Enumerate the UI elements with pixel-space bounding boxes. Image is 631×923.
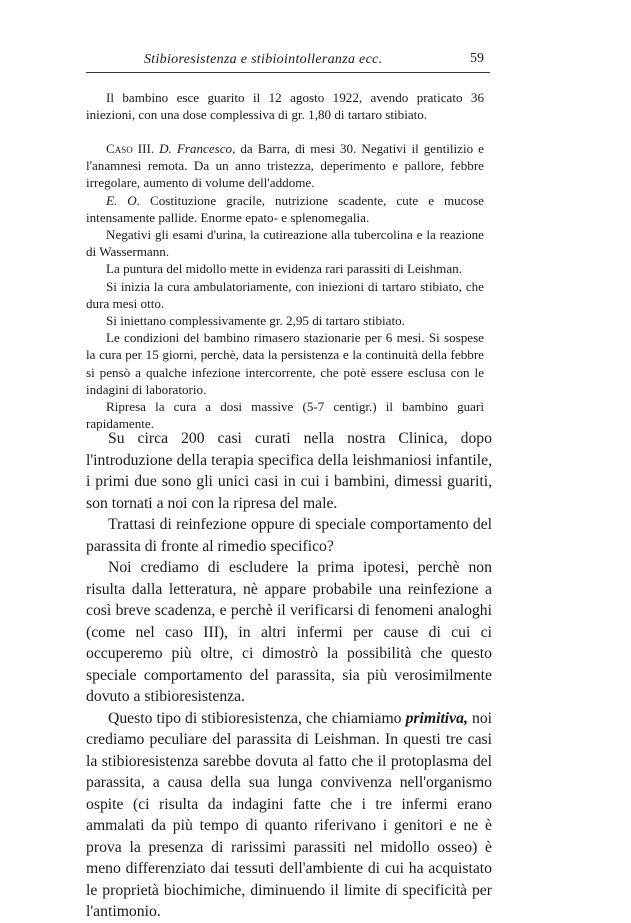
case-three-intro xyxy=(86,140,484,192)
emphasis-primitiva: primitiva, xyxy=(405,709,468,727)
case-intro-text: da Barra, di mesi 30. Negativi il gentilizio e l'anamnesi remota. Da un anno tristezza, deperimento e pallore, febbre irregolare, aumento di volume dell'addome. xyxy=(86,141,484,191)
paragraph: Su circa 200 casi curati nella nostra Clinica, dopo l'introduzione della terapia specifica della leishmaniosi infantile, i primi due sono gli unici casi in cui i bambini, dimessi guariti, son tornati a noi con la ripresa del male. xyxy=(86,430,492,512)
paragraph: La puntura del midollo mette in evidenza rari parassiti di Leishman. xyxy=(106,261,462,277)
eo-text: Costituzione gracile, nutrizione scadente, cute e mucose intensamente pallide. Enorme epato- e splenomegalia. xyxy=(86,192,484,225)
paragraph: Ripresa la cura a dosi massive (5-7 centigr.) il bambino guarì rapidamente. xyxy=(86,399,484,432)
page-header xyxy=(86,50,490,73)
running-title: Stibioresistenza e stibiointolleranza ecc. xyxy=(144,52,383,67)
paragraph: Negativi gli esami d'urina, la cutireazione alla tubercolina e la reazione di Wassermann. xyxy=(86,227,484,260)
page-number: 59 xyxy=(470,51,484,66)
case-two-conclusion xyxy=(86,89,484,123)
text-span: noi crediamo peculiare del parassita di Leishman. In questi tre casi la stibioresistenza sarebbe dovuta al fatto che il protoplasma del parassita, a causa della sua lunga convivenza nell'organismo ospite (ci risulta da indagini fatte che i tre infermi erano ammalati da più tempo di quanto riferivano i genitori e ne è prova la presenza di rarissimi parassiti nel midollo osseo) è meno differenziato dai tessuti dell'ambiente di cui ha acquistato le proprietà biochimiche, diminuendo il limite di specificità per l'antimonio. xyxy=(86,709,493,920)
paragraph: Noi crediamo di escludere la prima ipotesi, perchè non risulta dalla letteratura, nè appare probabile una reinfezione a così breve scadenza, e perchè il verificarsi di fenomeni analoghi (come nel caso III), in altri infermi per cause di cui ci occuperemo più oltre, ci dimostrò la possibilità che questo speciale comportamento del parassita, sia più verosimilmente dovuto a stibioresistenza. xyxy=(86,559,492,705)
eo-label: E. O. xyxy=(106,192,140,208)
paragraph xyxy=(86,708,492,923)
objective-exam xyxy=(86,192,484,226)
patient-name: D. Francesco, xyxy=(159,141,236,156)
paragraph: Si iniettano complessivamente gr. 2,95 di tartaro stibiato. xyxy=(106,313,405,329)
discussion-section xyxy=(86,428,492,923)
paragraph: Le condizioni del bambino rimasero stazionarie per 6 mesi. Si sospese la cura per 15 giorni, perchè, data la persistenza e la continuità della febbre si pensò a qualche infezione intercorrente, che potè essere esclusa con le indagini di laboratorio. xyxy=(86,330,484,397)
paragraph: Trattasi di reinfezione oppure di speciale comportamento del parassita di fronte al rimedio specifico? xyxy=(86,516,492,555)
paragraph: Si inizia la cura ambulatoriamente, con iniezioni di tartaro stibiato, che dura mesi otto. xyxy=(86,278,484,311)
case-three-report xyxy=(86,140,484,432)
case-label: Caso III. xyxy=(106,141,155,156)
text-span: Questo tipo di stibioresistenza, che chiamiamo xyxy=(108,709,402,727)
paragraph: Il bambino esce guarito il 12 agosto 1922, avendo praticato 36 iniezioni, con una dose complessiva di gr. 1,80 di tartaro stibiato. xyxy=(86,90,484,123)
